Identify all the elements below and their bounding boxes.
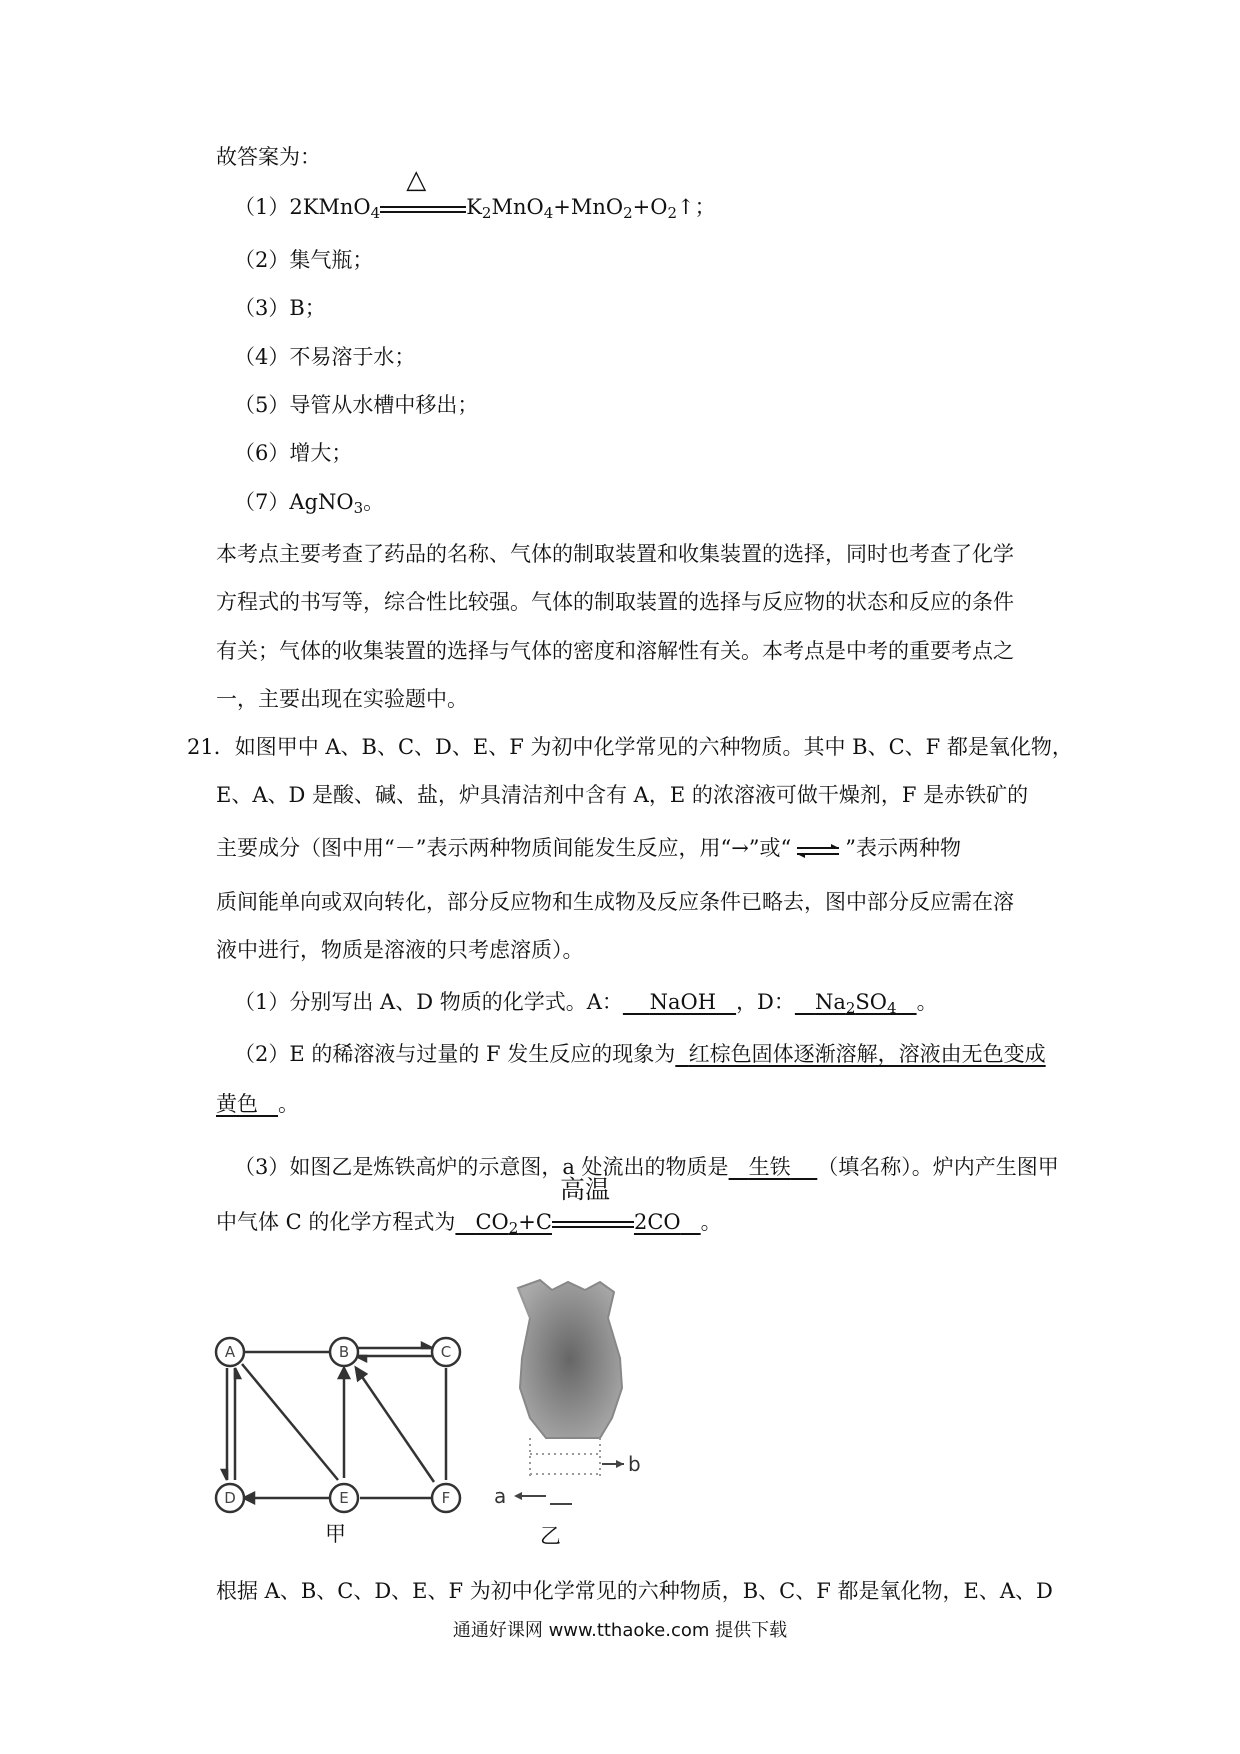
answer-5: （5）导管从水槽中移出； (234, 393, 479, 417)
sub-question-3-cont (216, 1174, 722, 1242)
subscript: 2 (667, 204, 677, 222)
sub-question-2-cont (216, 1090, 299, 1118)
sub-question-3-prompt: （3）如图乙是炼铁高炉的示意图，a 处流出的物质是 (234, 1155, 729, 1179)
subscript: 2 (623, 204, 633, 222)
commentary-line: 方程式的书写等，综合性比较强。气体的制取装置的选择与反应物的状态和反应的条件 (216, 590, 1014, 614)
diagram-jia-caption: 甲 (325, 1522, 346, 1546)
diagram-yi-caption: 乙 (540, 1524, 561, 1548)
answer-6: （6）增大； (234, 441, 353, 465)
sub-question-2-prompt: （2）E 的稀溶液与过量的 F 发生反应的现象为 (234, 1042, 676, 1066)
sub-question-3 (234, 1153, 1059, 1181)
node-f-label: F (441, 1489, 451, 1507)
sub-question-2-end: 。 (278, 1092, 300, 1116)
answer-2: （2）集气瓶； (234, 248, 374, 272)
reaction-condition: 高温 (559, 1174, 610, 1204)
sub-question-2 (234, 1040, 1046, 1068)
question-21-line-1: 21．如图甲中 A、B、C、D、E、F 为初中化学常见的六种物质。其中 B、C、F 都是氧化物， (187, 735, 1073, 759)
last-line: 根据 A、B、C、D、E、F 为初中化学常见的六种物质，B、C、F 都是氧化物，E、A、D (216, 1579, 1053, 1603)
answer-1-product: +O (632, 195, 668, 219)
answer-1-product: +MnO (553, 195, 624, 219)
question-21-line-4: 质间能单向或双向转化，部分反应物和生成物及反应条件已略去，图中部分反应需在溶 (216, 890, 1014, 914)
answer-7 (234, 488, 384, 522)
answer-1-product: MnO (491, 195, 544, 219)
subscript: 4 (370, 204, 381, 222)
commentary-line: 一，主要出现在实验题中。 (216, 687, 468, 711)
diagram-yi-blast-furnace (490, 1278, 660, 1518)
diagram-jia (210, 1330, 480, 1520)
question-21-line-3-text: 主要成分（图中用“－”表示两种物质间能发生反应，用“→”或“ (216, 836, 792, 860)
reaction-arrow (380, 164, 466, 219)
reaction-arrow (552, 1174, 634, 1234)
answer-A: NaOH (649, 990, 717, 1014)
question-21-line-5: 液中进行，物质是溶液的只考虑溶质）。 (216, 938, 584, 962)
answer-2-phenomenon: 红棕色固体逐渐溶解，溶液由无色变成 (688, 1042, 1046, 1066)
sub-question-1-end: 。 (916, 990, 938, 1014)
answer-3-equation: $CO_2+C$ 高温 2CO (475, 1174, 681, 1237)
answer-3-name: 生铁 (748, 1155, 791, 1179)
answer-7-text: （7）AgNO (234, 490, 354, 514)
sub-question-3-end: 。 (700, 1210, 722, 1234)
sub-question-3-post: （填名称）。炉内产生图甲 (817, 1155, 1059, 1179)
answer-1 (234, 164, 716, 227)
answer-1-reactant: （1）2KMnO (234, 195, 371, 219)
commentary-line: 有关；气体的收集装置的选择与气体的密度和溶解性有关。本考点是中考的重要考点之 (216, 639, 1014, 663)
subscript: 3 (353, 499, 364, 517)
answer-7-end: 。 (363, 490, 385, 514)
node-d-label: D (224, 1489, 236, 1507)
node-c-label: C (440, 1343, 452, 1361)
answer-1-product: K (466, 195, 482, 219)
outlet-a-label: a (494, 1484, 507, 1508)
sub-question-3-prompt-2: 中气体 C 的化学方程式为 (216, 1210, 456, 1234)
answer-1-product: ↑； (677, 195, 716, 219)
answer-3: （3）B； (234, 296, 326, 320)
intro-line: 故答案为： (216, 145, 321, 169)
sub-question-1-prompt: （1）分别写出 A、D 物质的化学式。A： (234, 990, 623, 1014)
outlet-b-label: b (628, 1452, 641, 1476)
answer-D: $Na_2SO_4$ (814, 990, 897, 1017)
node-b-label: B (338, 1343, 350, 1361)
subscript: 2 (481, 204, 492, 222)
node-a-label: A (224, 1343, 236, 1361)
double-arrow-icon (791, 840, 845, 860)
answer-2-phenomenon-cont: 黄色 (216, 1092, 258, 1116)
reaction-condition: △ (406, 164, 427, 195)
sub-question-1 (234, 988, 938, 1022)
commentary-line: 本考点主要考查了药品的名称、气体的制取装置和收集装置的选择，同时也考查了化学 (216, 542, 1014, 566)
sub-question-1-mid: ，D： (736, 990, 795, 1014)
subscript: 4 (543, 204, 554, 222)
question-21-line-2: E、A、D 是酸、碱、盐，炉具清洁剂中含有 A，E 的浓溶液可做干燥剂，F 是赤铁矿的 (216, 783, 1029, 807)
answer-4: （4）不易溶于水； (234, 345, 416, 369)
question-21-line-3 (216, 834, 961, 862)
question-21-line-3-end: ”表示两种物 (845, 836, 962, 860)
node-e-label: E (339, 1489, 349, 1507)
footer: 通通好课网 www.tthaoke.com 提供下载 (452, 1620, 788, 1641)
